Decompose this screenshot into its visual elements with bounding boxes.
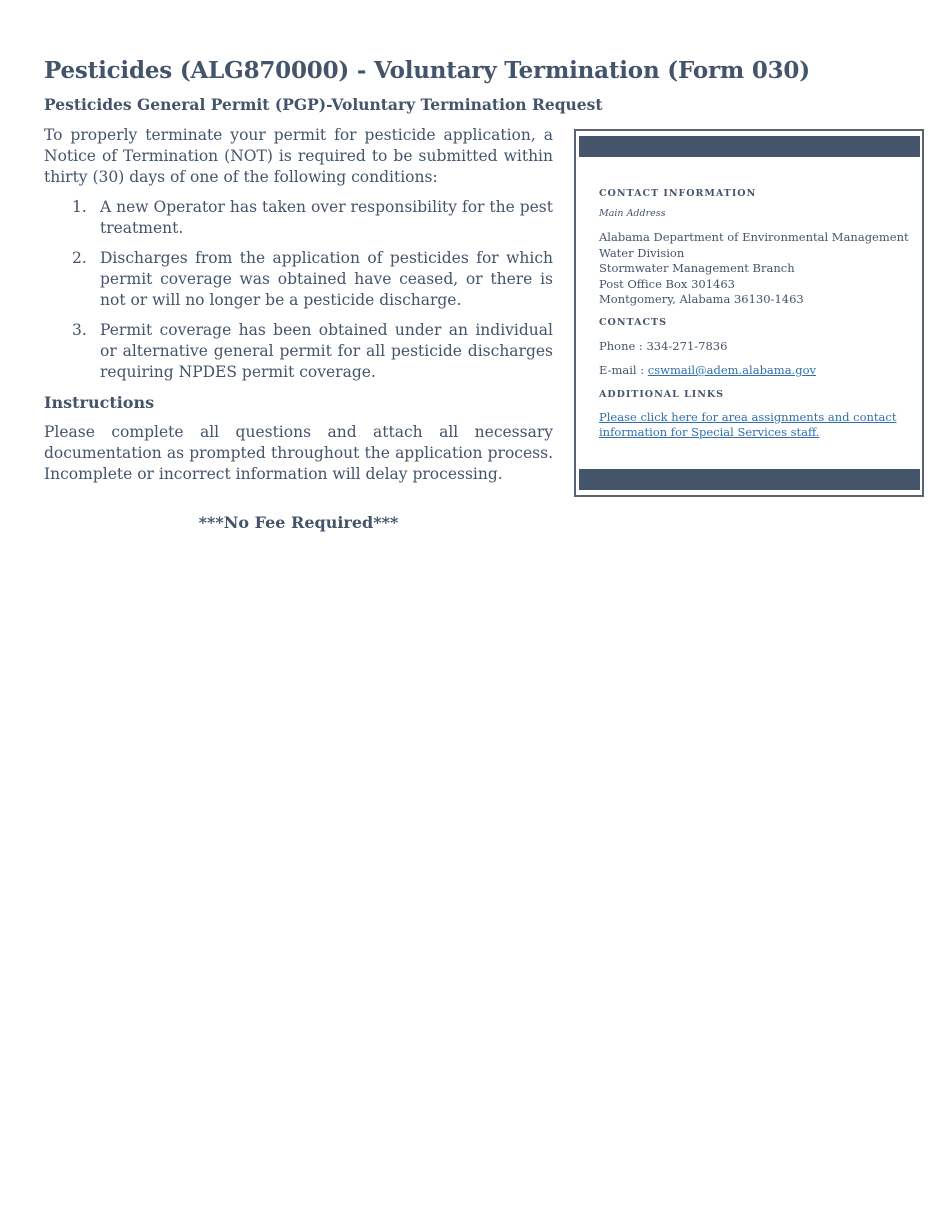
address-line: Alabama Department of Environmental Management xyxy=(599,230,909,244)
contacts-heading: CONTACTS xyxy=(599,316,667,328)
list-item-number: 1. xyxy=(72,198,87,216)
conditions-list xyxy=(44,197,553,383)
phone-line xyxy=(599,339,909,355)
instructions-paragraph: Please complete all questions and attach all necessary documentation as prompted throughout the application process. Incomplete or incorrect information will delay processing. xyxy=(44,423,553,483)
list-item-number: 2. xyxy=(72,249,87,267)
list-item xyxy=(44,248,553,311)
email-line xyxy=(599,363,909,379)
intro-paragraph: To properly terminate your permit for pesticide application, a Notice of Termination (NOT) is required to be submitted within thirty (30) days of one of the following conditions: xyxy=(44,126,553,186)
phone-number: 334-271-7836 xyxy=(646,338,728,353)
list-item-number: 3. xyxy=(72,321,87,339)
additional-links-heading: ADDITIONAL LINKS xyxy=(599,388,725,400)
sidebar-content xyxy=(599,187,909,441)
page-subtitle: Pesticides General Permit (PGP)-Voluntary Termination Request xyxy=(44,95,603,114)
email-link[interactable]: cswmail@adem.alabama.gov xyxy=(647,363,816,377)
list-item-text: Permit coverage has been obtained under an individual or alternative general permit for all pesticide discharges requiring NPDES permit coverage. xyxy=(100,321,553,381)
main-address-label: Main Address xyxy=(599,208,666,219)
phone-label: Phone : xyxy=(599,338,647,353)
fee-note: ***No Fee Required*** xyxy=(198,513,399,532)
special-services-link[interactable]: Please click here for area assignments and contact information for Special Services staff. xyxy=(599,409,897,439)
address-line: Water Division xyxy=(599,245,685,260)
main-content xyxy=(44,125,553,485)
address-line: Stormwater Management Branch xyxy=(599,261,795,275)
contact-sidebar xyxy=(574,129,924,497)
instructions-heading: Instructions xyxy=(44,393,155,412)
list-item-text: Discharges from the application of pesticides for which permit coverage was obtained have ceased, or there is not or will no longer be a pesticide discharge. xyxy=(100,249,553,309)
address-line: Montgomery, Alabama 36130-1463 xyxy=(599,292,804,306)
sidebar-header-bar xyxy=(579,136,920,157)
address-block xyxy=(599,230,909,308)
list-item xyxy=(44,320,553,383)
contact-information-heading: CONTACT INFORMATION xyxy=(599,188,757,199)
sidebar-footer-bar xyxy=(579,469,920,490)
list-item-text: A new Operator has taken over responsibility for the pest treatment. xyxy=(100,198,553,237)
page-title: Pesticides (ALG870000) - Voluntary Termination (Form 030) xyxy=(44,57,810,84)
list-item xyxy=(44,197,553,239)
email-label: E-mail : xyxy=(599,363,648,377)
address-line: Post Office Box 301463 xyxy=(599,276,735,291)
